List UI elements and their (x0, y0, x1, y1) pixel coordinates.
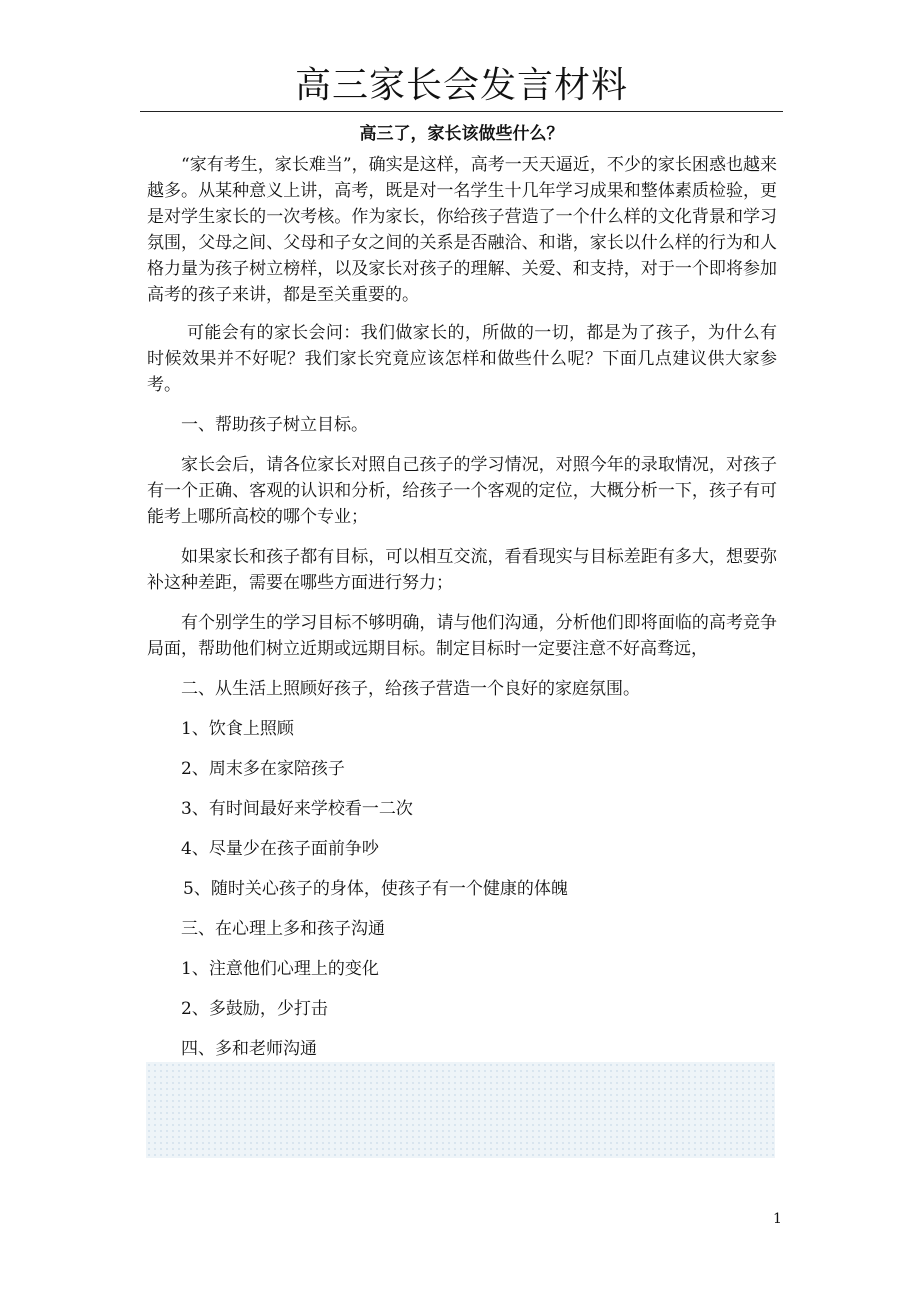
document-body (147, 152, 777, 1102)
paragraph-intro: “家有考生，家长难当”，确实是这样，高考一天天逼近，不少的家长困惑也越来越多。从某种意义上讲，高考，既是对一名学生十几年学习成果和整体素质检验，更是对学生家长的一次考核。作为家长，你给孩子营造了一个什么样的文化背景和学习氛围，父母之间、父母和子女之间的关系是否融洽、和谐，家长以什么样的行为和人格力量为孩子树立榜样，以及家长对孩子的理解、关爱、和支持，对于一个即将参加高考的孩子来讲，都是至关重要的。 (147, 155, 777, 305)
list-item: 4、尽量少在孩子面前争吵 (181, 839, 379, 859)
list-item: 2、周末多在家陪孩子 (181, 759, 345, 779)
list-item: 5、随时关心孩子的身体，使孩子有一个健康的体魄 (183, 879, 568, 899)
document-subtitle: 高三了，家长该做些什么？ (359, 124, 564, 144)
list-item: 3、有时间最好来学校看一二次 (181, 799, 413, 819)
list-item: 1、饮食上照顾 (181, 719, 294, 739)
heading-section-1: 一、帮助孩子树立目标。 (181, 415, 368, 435)
title-underline (140, 111, 783, 112)
document-title: 高三家长会发言材料 (294, 65, 628, 106)
heading-section-2: 二、从生活上照顾好孩子，给孩子营造一个良好的家庭氛围。 (181, 679, 640, 699)
paragraph-section-1-b: 如果家长和孩子都有目标，可以相互交流，看看现实与目标差距有多大，想要弥补这种差距，需要在哪些方面进行努力； (147, 547, 777, 593)
page-number: 1 (773, 1211, 782, 1227)
list-item: 2、多鼓励，少打击 (181, 999, 328, 1019)
paragraph-section-1-c: 有个别学生的学习目标不够明确，请与他们沟通，分析他们即将面临的高考竞争局面，帮助他们树立近期或远期目标。制定目标时一定要注意不好高骛远， (147, 613, 777, 659)
heading-section-3: 三、在心理上多和孩子沟通 (181, 919, 385, 939)
paragraph-section-1-a: 家长会后，请各位家长对照自己孩子的学习情况，对照今年的录取情况，对孩子有一个正确、客观的认识和分析，给孩子一个客观的定位，大概分析一下，孩子有可能考上哪所高校的哪个专业； (147, 455, 777, 527)
paragraph-question: 可能会有的家长会问：我们做家长的，所做的一切，都是为了孩子，为什么有时候效果并不好呢？我们家长究竟应该怎样和做些什么呢？下面几点建议供大家参考。 (147, 323, 777, 395)
watermark-area (146, 1062, 775, 1158)
list-item: 1、注意他们心理上的变化 (181, 959, 379, 979)
heading-section-4: 四、多和老师沟通 (181, 1039, 317, 1059)
